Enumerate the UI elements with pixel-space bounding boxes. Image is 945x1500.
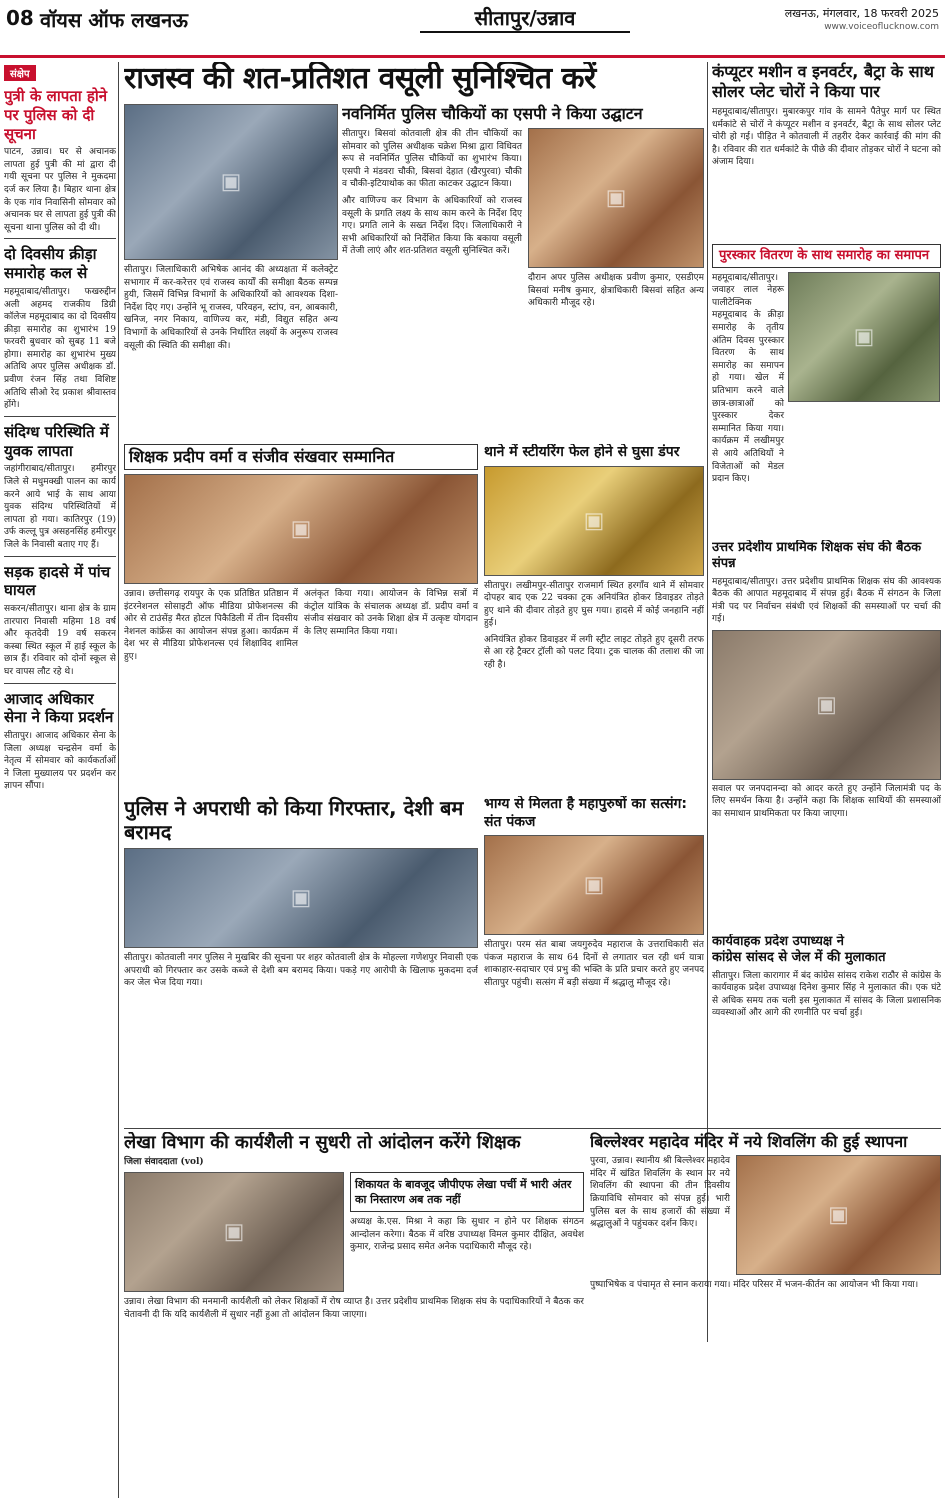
- brief-1-headline: पुत्री के लापता होने पर पुलिस को दी सूचना: [4, 87, 108, 143]
- brief-4-body: सकरन/सीतापुर। थाना क्षेत्र के ग्राम तारपारा निवासी महिमा 18 वर्ष और कृतदेवी 19 वर्ष सकरन कस्बा स्थित स्कूल में हाई स्कूल के छात्र हैं। रविवार को दोनों स्कूल से घर वापस लौट रहे थे।: [4, 604, 116, 677]
- camera-icon: ▣: [583, 508, 605, 533]
- accounts-dateline: जिला संवाददाता (vol): [124, 1156, 204, 1167]
- police-caption: दौरान अपर पुलिस अधीक्षक प्रवीण कुमार, एसडीएम बिसवां मनीष कुमार, क्षेत्राधिकारी बिसवां सहित अन्य अधिकारी मौजूद रहे।: [528, 273, 704, 309]
- camera-icon: ▣: [816, 692, 837, 718]
- police-photo: [528, 128, 704, 268]
- divider: [4, 416, 116, 417]
- award-body-2: अलंकृत किया गया। आयोजन के विभिन्न सत्रों में कंट्रोल यांत्रिक के संचालक अध्यक्ष डॉ. प्रदीप वर्मा व संजीव संखवार को उनके शिक्षा क्षेत्र में उत्कृष्ट योगदान के लिए सम्मानित किया गया।: [304, 589, 478, 637]
- temple-story: [590, 1132, 941, 1496]
- camera-icon: ▣: [605, 185, 627, 211]
- camera-icon: ▣: [223, 1219, 245, 1245]
- lead-story: [124, 62, 704, 102]
- brief-5-headline: आजाद अधिकार सेना ने किया प्रदर्शन: [4, 689, 114, 727]
- arrest-headline: पुलिस ने अपराधी को किया गिरफ्तार, देशी बम बरामद: [124, 796, 464, 844]
- satsang-headline: भाग्य से मिलता है महापुरुषों का सत्संग: संत पंकज: [484, 796, 688, 830]
- union-body-2: सवाल पर जनपदानन्दा को आदर करते हुए उन्होंने जिलामंत्री पद के लिए समर्थन किया है। उन्होंने कहा कि शिक्षक साथियों की समस्याओं का समाधान प्राथमिकता पर किया जाएगा।: [712, 783, 941, 820]
- police-headline: नवनिर्मित पुलिस चौकियों का एसपी ने किया उद्घाटन: [342, 104, 643, 123]
- award-body: उन्नाव। छत्तीसगढ़ रायपुर के एक प्रतिष्ठित प्रतिष्ठान में इंटरनेशनल सोसाइटी ऑफ मीडिया प्रोफेशनल्स की ओर से टाउंसेंड़ मैरत होटल पिकैडिली में तीन दिवसीय नेशनल कांफ्रेंस का आयोजन संपन्न हुआ। कार्यक्रम में देश भर से मीडिया प्रोफेशनल्स एवं शिक्षाविद शामिल हुए।: [124, 589, 298, 662]
- camera-icon: ▣: [290, 885, 312, 911]
- divider: [4, 238, 116, 239]
- union-photo: [712, 630, 941, 780]
- section-title: सीतापुर/उन्नाव: [420, 4, 630, 33]
- temple-body: पुरवा, उन्नाव। स्थानीय श्री बिल्लेश्वर महादेव मंदिर में खंडित शिवलिंग के स्थान पर नये शिवलिंग की स्थापना की तीन दिवसीय क्रियाविधि सोमवार को संपन्न हुई। भारी पुलिस बल के साथ हजारों की संख्या में श्रद्धालुओं ने पहुंचकर दर्शन किए।: [590, 1156, 730, 1230]
- theft-body: महमूदाबाद/सीतापुर। मुबारकपुर गांव के सामने पैतेपुर मार्ग पर स्थित धर्मकांटे से चोरों ने कंप्यूटर मशीन व इनवर्टर, बैट्रा के साथ सोलर प्लेट चोरी हो गई। पीड़ित ने कोतवाली में तहरीर देकर कार्रवाई की मांग की है। रविवार की रात धर्मकांटे के पीछे की दीवार तोड़कर चोरों ने घटना को अंजाम दिया।: [712, 107, 941, 168]
- paper-name: वॉयस ऑफ लखनऊ: [40, 8, 188, 32]
- website-link[interactable]: www.voiceoflucknow.com: [824, 22, 939, 32]
- dumper-body: सीतापुर। लखीमपुर-सीतापुर राजमार्ग स्थित हरगाँव थाने में सोमवार दोपहर बाद एक 22 चक्का ट्रक अनियंत्रित होकर डिवाइडर तोड़ते हुए थाने की दीवार तोड़ते हुए घुस गया। हादसे में कोई जनहानि नहीं हुई।: [484, 580, 704, 629]
- brief-2-body: महमूदाबाद/सीतापुर। फखरुद्दीन अली अहमद राजकीय डिग्री कॉलेज महमूदाबाद का दो दिवसीय क्रीड़ा समारोह का शुभारंभ 19 फरवरी बुधवार को सुबह 11 बजे होगा। समारोह का शुभारंभ मुख्य अतिथि अपर पुलिस अधीक्षक डॉ. प्रवीण रंजन सिंह तथा विशिष्ट अतिथि सीओ रेद प्रकाश श्रीवास्तव होंगे।: [4, 286, 116, 411]
- award-photo: [124, 474, 478, 584]
- brief-2-headline: दो दिवसीय क्रीड़ा समारोह कल से: [4, 245, 97, 283]
- temple-body-2: पुष्पाभिषेक व पंचामृत से स्नान कराया गया। मंदिर परिसर में भजन-कीर्तन का आयोजन भी किया गया।: [590, 1280, 919, 1291]
- satsang-body: सीतापुर। परम संत बाबा जयगुरुदेव महाराज के उत्तराधिकारी संत पंकज महाराज के साथ 64 दिनों से लगातार चल रही धर्म यात्रा शाकाहार-सदाचार एवं प्रभु की भक्ति के प्रति प्रचार करते हुए जनपद सीतापुर पहुंची। सत्संग में बड़ी संख्या में श्रद्धालु मौजूद रहे।: [484, 940, 704, 988]
- congress-headline-1: कार्यवाहक प्रदेश उपाध्यक्ष ने: [712, 934, 844, 949]
- arrest-story: [124, 796, 478, 1046]
- dumper-story: [484, 444, 704, 792]
- lead-headline: राजस्व की शत-प्रतिशत वसूली सुनिश्चित करें: [124, 62, 596, 96]
- issue-date: लखनऊ, मंगलवार, 18 फरवरी 2025: [784, 7, 939, 20]
- arrest-photo: [124, 848, 478, 948]
- accounts-body: उन्नाव। लेखा विभाग की मनमानी कार्यशैली को लेकर शिक्षकों में रोष व्याप्त है। उत्तर प्रदेशीय प्राथमिक शिक्षक संघ के पदाधिकारियों ने बैठक कर चेतावनी दी कि यदि कार्यशैली में सुधार नहीं हुआ तो आंदोलन किया जाएगा।: [124, 1297, 584, 1320]
- temple-photo: [736, 1155, 941, 1275]
- union-body: महमूदाबाद/सीतापुर। उत्तर प्रदेशीय प्राथमिक शिक्षक संघ की आवश्यक बैठक की आपात महमूदाबाद में संपन्न हुई। बैठक में संगठन के जिला मंत्री पद पर निर्वाचन संबंधी एवं शिक्षकों की समस्याओं पर चर्चा की गई।: [712, 576, 941, 625]
- camera-icon: ▣: [583, 872, 605, 898]
- masthead: [0, 0, 945, 58]
- police-story: [342, 104, 704, 440]
- camera-icon: ▣: [828, 1202, 849, 1228]
- brief-4-headline: सड़क हादसे में पांच घायल: [4, 562, 111, 600]
- brief-3-headline: संदिग्ध परिस्थिति में युवक लापता: [4, 422, 109, 460]
- satsang-photo: [484, 835, 704, 935]
- dumper-photo: [484, 466, 704, 576]
- left-sidebar: [4, 62, 116, 1498]
- theft-headline: कंप्यूटर मशीन व इनवर्टर, बैट्रा के साथ सोलर प्लेट चोरों ने किया पार: [712, 62, 934, 101]
- award-story: [124, 444, 478, 792]
- accounts-callout: शिकायत के बावजूद जीपीएफ लेखा पर्ची में भारी अंतर का निस्तारण अब तक नहीं: [350, 1172, 584, 1212]
- accounts-body-2: अध्यक्ष के.एस. मिश्रा ने कहा कि सुधार न होने पर शिक्षक संगठन आन्दोलन करेगा। बैठक में वरिष्ठ उपाध्यक्ष विमल कुमार दीक्षित, अवधेश कुमार, राजेन्द्र प्रसाद समेत अनेक पदाधिकारी मौजूद रहे।: [350, 1217, 584, 1253]
- section-tag: संक्षेप: [4, 65, 36, 81]
- page-number: 08: [6, 6, 34, 30]
- divider: [4, 556, 116, 557]
- arrest-body: सीतापुर। कोतवाली नगर पुलिस ने मुखबिर की सूचना पर शहर कोतवाली क्षेत्र के मोहल्ला गणेशपुर निवासी एक अपराधी को गिरफ्तार कर उसके कब्जे से देशी बम बरामद किया। पकड़े गए आरोपी के खिलाफ मुकदमा दर्ज कर जेल भेज दिया गया।: [124, 953, 478, 989]
- lead-body-2: और वाणिज्य कर विभाग के अधिकारियों को राजस्व वसूली के प्रगति लक्ष्य के साथ काम करने के निर्देश दिए गए। प्रगति लाने के सख्त निर्देश दिए। जिलाधिकारी ने सभी अधिकारियों को निर्देशित किया कि बकाया वसूली में तेजी लाएं और शत-प्रतिशत वसूली सुनिश्चित करें।: [342, 195, 522, 257]
- union-headline: उत्तर प्रदेशीय प्राथमिक शिक्षक संघ की बैठक संपन्न: [712, 540, 922, 572]
- satsang-story: [484, 796, 704, 1046]
- brief-5-body: सीतापुर। आजाद अधिकार सेना के जिला अध्यक्ष चन्द्रसेन वर्मा के नेतृत्व में सोमवार को कार्यकर्ताओं ने जिला मुख्यालय पर प्रदर्शन कर ज्ञापन सौंपा।: [4, 731, 116, 792]
- prize-body: महमूदाबाद/सीतापुर। जवाहर लाल नेहरू पालीटेक्निक महमूदाबाद के क्रीड़ा समारोह के तृतीय अंतिम दिवस पुरस्कार वितरण के साथ समारोह का समापन हो गया। खेल में प्रतिभाग करने वाले छात्र-छात्राओं को पुरस्कार देकर सम्मानित किया गया। कार्यक्रम में लखीमपुर से आये अतिथियों ने विजेताओं को मेडल प्रदान किए।: [712, 272, 784, 485]
- prize-story: [712, 244, 941, 534]
- camera-icon: ▣: [290, 516, 312, 542]
- camera-icon: ▣: [220, 169, 242, 195]
- union-story: [712, 540, 941, 930]
- temple-headline: बिल्लेश्वर महादेव मंदिर में नये शिवलिंग की हुई स्थापना: [590, 1132, 908, 1151]
- brief-1-body: पाटन, उन्नाव। घर से अचानक लापता हुई पुत्री की मां द्वारा दी गयी सूचना पर पुलिस ने मुकदमा दर्ज कर लिया है। बिहार थाना क्षेत्र के एक गांव निवासिनी सोमवार को अचानक घर से लापता हुई पुत्री की सूचना थाना पुलिस को दी थी।: [4, 147, 116, 233]
- row-rule: [124, 1128, 941, 1129]
- lead-photo: [124, 104, 338, 260]
- accounts-story: [124, 1132, 584, 1496]
- lead-body: सीतापुर। जिलाधिकारी अभिषेक आनंद की अध्यक्षता में कलेक्ट्रेट सभागार में कर-करेत्तर एवं राजस्व कार्यों की समीक्षा बैठक सम्पन्न हुयी, जिसमें विभिन्न विभागों के अधिकारियों को आवश्यक दिशा-निर्देश दिए गए। उन्होंने भू राजस्व, परिवहन, स्टांप, वन, आबकारी, खनिज, नगर निकाय, वाणिज्य कर, मंडी, विद्युत सहित अन्य विभागों के अधिकारियों से उनके निर्धारित लक्ष्यों के अनुरूप राजस्व वसूली की स्थिति की समीक्षा की।: [124, 265, 338, 351]
- prize-headline: पुरस्कार वितरण के साथ समारोह का समापन: [712, 244, 941, 268]
- congress-headline-2: कांग्रेस सांसद से जेल में की मुलाकात: [712, 950, 886, 966]
- congress-story: [712, 934, 941, 1164]
- dumper-body-2: अनियंत्रित होकर डिवाइडर में लगी स्ट्रीट लाइट तोड़ते हुए दूसरी तरफ से आ रहे ट्रैक्टर ट्रॉली को पलट दिया। ट्रक चालक की तलाश की जा रही है।: [484, 634, 704, 671]
- prize-photo: [788, 272, 940, 402]
- award-headline: शिक्षक प्रदीप वर्मा व संजीव संखवार सम्मानित: [124, 444, 478, 470]
- lead-body-col: [124, 264, 338, 440]
- dumper-headline: थाने में स्टीयरिंग फेल होने से घुसा डंपर: [484, 444, 680, 460]
- accounts-headline: लेखा विभाग की कार्यशैली न सुधरी तो आंदोलन करेंगे शिक्षक: [124, 1132, 521, 1153]
- camera-icon: ▣: [853, 324, 875, 350]
- brief-3-body: जहांगीराबाद/सीतापुर। हमीरपुर जिले से मधुमक्खी पालन का कार्य करने आये भाई के साथ आया युवक संदिग्ध परिस्थितियों में लापता हो गया। कातिरपुर (19) उर्फ कल्लू पुत्र असहनसिंह हमीरपुर जिले के निवासी बताए गए हैं।: [4, 464, 116, 550]
- police-body: सीतापुर। बिसवां कोतवाली क्षेत्र की तीन चौकियों का सोमवार को पुलिस अधीक्षक चक्रेश मिश्रा द्वारा विधिवत रूप से नवनिर्मित पुलिस चौकियों का शुभारंभ किया। एसपी ने मंडवरा चौकी, बिसवां देहात (खैरपुरवा) चौकी व चौकी-इटियाथोक का फीता काटकर उद्घाटन किया।: [342, 129, 522, 190]
- congress-body: सीतापुर। जिला कारागार में बंद कांग्रेस सांसद राकेश राठौर से कांग्रेस के कार्यवाहक प्रदेश उपाध्यक्ष दिनेश कुमार सिंह ने मुलाकात की। एक घंटे से अधिक समय तक चली इस मुलाकात में सांसद के जिला प्रशासनिक व्यवस्थाओं और आगे की रणनीति पर चर्चा हुई।: [712, 970, 941, 1019]
- accounts-photo: [124, 1172, 344, 1292]
- column-rule: [118, 62, 119, 1498]
- divider: [4, 683, 116, 684]
